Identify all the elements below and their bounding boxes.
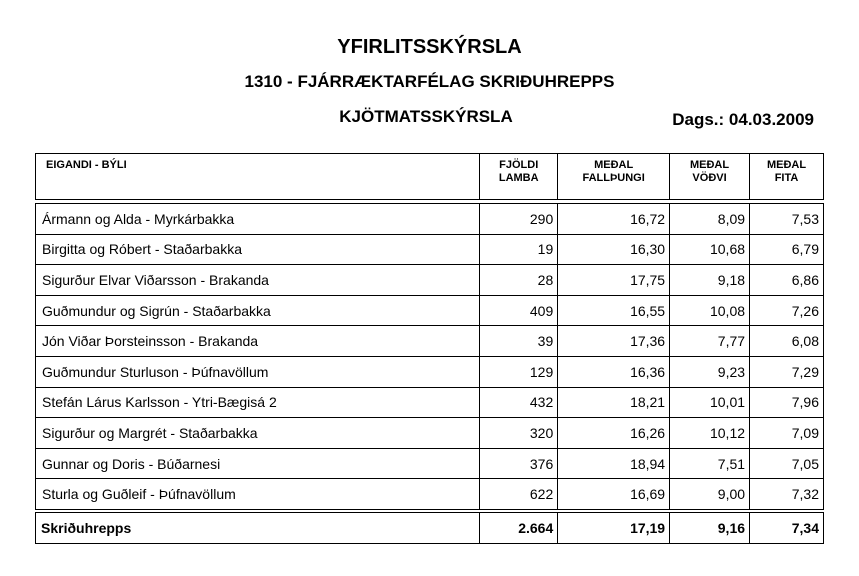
cell-owner: Ármann og Alda - Myrkárbakka xyxy=(36,204,480,235)
cell-weight: 18,21 xyxy=(558,387,670,418)
total-fat: 7,34 xyxy=(750,513,824,544)
cell-weight: 16,36 xyxy=(558,356,670,387)
table-row xyxy=(36,326,824,357)
header-lambs-line1: FJÖLDI xyxy=(499,159,539,171)
cell-lambs: 290 xyxy=(480,204,558,235)
cell-lambs: 432 xyxy=(480,387,558,418)
cell-lambs: 376 xyxy=(480,448,558,479)
cell-lambs: 129 xyxy=(480,356,558,387)
cell-fat: 6,08 xyxy=(750,326,824,357)
cell-fat: 6,86 xyxy=(750,265,824,296)
header-fat-line2: FITA xyxy=(774,172,799,184)
cell-muscle: 9,00 xyxy=(670,479,750,510)
header-lambs xyxy=(480,154,558,200)
header-lambs-line2: LAMBA xyxy=(498,172,539,184)
table-row xyxy=(36,204,824,235)
header-weight-line2: FALLÞUNGI xyxy=(582,172,645,184)
report-subtitle: 1310 - FJÁRRÆKTARFÉLAG SKRIÐUHREPPS xyxy=(244,72,615,91)
cell-weight: 16,69 xyxy=(558,479,670,510)
cell-weight: 18,94 xyxy=(558,448,670,479)
table-row xyxy=(36,448,824,479)
cell-fat: 7,32 xyxy=(750,479,824,510)
header-owner-label: EIGANDI - BÝLI xyxy=(46,159,127,171)
report-title: YFIRLITSSKÝRSLA xyxy=(337,36,522,58)
report-date: Dags.: 04.03.2009 xyxy=(672,110,814,129)
table-row xyxy=(36,295,824,326)
cell-lambs: 39 xyxy=(480,326,558,357)
cell-weight: 16,26 xyxy=(558,418,670,449)
cell-fat: 7,26 xyxy=(750,295,824,326)
cell-muscle: 10,01 xyxy=(670,387,750,418)
cell-weight: 16,55 xyxy=(558,295,670,326)
cell-muscle: 9,18 xyxy=(670,265,750,296)
table-row xyxy=(36,479,824,510)
cell-lambs: 622 xyxy=(480,479,558,510)
header-muscle-line2: VÖÐVI xyxy=(692,172,727,184)
cell-owner: Jón Viðar Þorsteinsson - Brakanda xyxy=(36,326,480,357)
data-table xyxy=(35,203,824,510)
cell-fat: 6,79 xyxy=(750,234,824,265)
cell-weight: 16,30 xyxy=(558,234,670,265)
cell-muscle: 7,51 xyxy=(670,448,750,479)
table-row xyxy=(36,265,824,296)
cell-lambs: 28 xyxy=(480,265,558,296)
header-muscle-line1: MEÐAL xyxy=(689,159,730,171)
cell-weight: 17,75 xyxy=(558,265,670,296)
table-row xyxy=(36,387,824,418)
cell-lambs: 19 xyxy=(480,234,558,265)
cell-owner: Guðmundur og Sigrún - Staðarbakka xyxy=(36,295,480,326)
cell-owner: Birgitta og Róbert - Staðarbakka xyxy=(36,234,480,265)
table-row xyxy=(36,418,824,449)
cell-owner: Sigurður og Margrét - Staðarbakka xyxy=(36,418,480,449)
cell-fat: 7,96 xyxy=(750,387,824,418)
header-weight xyxy=(558,154,670,200)
cell-owner: Gunnar og Doris - Búðarnesi xyxy=(36,448,480,479)
cell-muscle: 10,68 xyxy=(670,234,750,265)
total-weight: 17,19 xyxy=(558,513,670,544)
cell-owner: Sturla og Guðleif - Þúfnavöllum xyxy=(36,479,480,510)
cell-muscle: 7,77 xyxy=(670,326,750,357)
cell-lambs: 320 xyxy=(480,418,558,449)
cell-lambs: 409 xyxy=(480,295,558,326)
cell-fat: 7,05 xyxy=(750,448,824,479)
cell-owner: Stefán Lárus Karlsson - Ytri-Bægisá 2 xyxy=(36,387,480,418)
header-owner xyxy=(36,154,480,200)
cell-weight: 16,72 xyxy=(558,204,670,235)
report-name: KJÖTMATSSKÝRSLA xyxy=(339,107,513,126)
table-row xyxy=(36,234,824,265)
header-muscle xyxy=(670,154,750,200)
total-row xyxy=(35,512,824,544)
cell-fat: 7,29 xyxy=(750,356,824,387)
header-weight-line1: MEÐAL xyxy=(594,159,634,171)
total-muscle: 9,16 xyxy=(670,513,750,544)
cell-owner: Sigurður Elvar Viðarsson - Brakanda xyxy=(36,265,480,296)
cell-muscle: 10,12 xyxy=(670,418,750,449)
total-lambs: 2.664 xyxy=(480,513,558,544)
cell-muscle: 10,08 xyxy=(670,295,750,326)
cell-owner: Guðmundur Sturluson - Þúfnavöllum xyxy=(36,356,480,387)
cell-weight: 17,36 xyxy=(558,326,670,357)
header-fat-line1: MEÐAL xyxy=(766,159,807,171)
cell-fat: 7,09 xyxy=(750,418,824,449)
header-fat xyxy=(750,154,824,200)
table-row xyxy=(36,356,824,387)
cell-fat: 7,53 xyxy=(750,204,824,235)
table-header xyxy=(35,153,824,200)
cell-muscle: 8,09 xyxy=(670,204,750,235)
cell-muscle: 9,23 xyxy=(670,356,750,387)
total-label: Skriðuhrepps xyxy=(36,513,480,544)
